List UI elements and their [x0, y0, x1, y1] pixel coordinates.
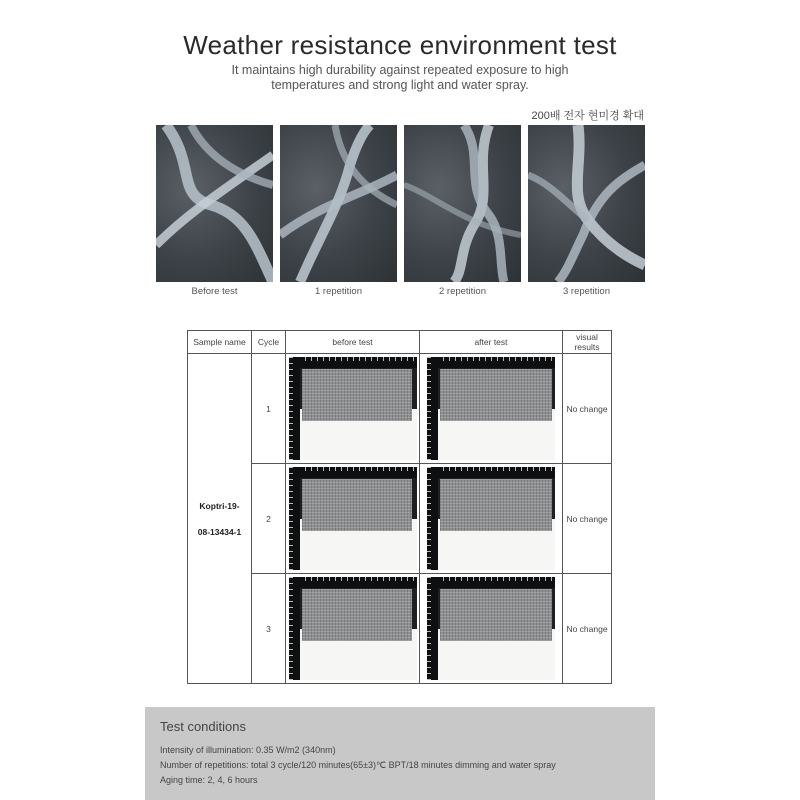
condition-line: Intensity of illumination: 0.35 W/m2 (340nm) [160, 745, 336, 755]
condition-line: Aging time: 2, 4, 6 hours [160, 775, 258, 785]
cycle-cell: 3 [252, 574, 286, 684]
fabric-photo-before [289, 357, 417, 460]
table-header-row [188, 331, 612, 354]
fiber-micrograph-3-icon [528, 125, 645, 282]
fiber-micrograph-2-icon [404, 125, 521, 282]
magnification-note: 200배 전자 현미경 확대 [531, 110, 644, 122]
condition-line: Number of repetitions: total 3 cycle/120 minutes(65±3)℃ BPT/18 minutes dimming and water spray [160, 760, 556, 770]
table-row [188, 354, 612, 464]
test-conditions-panel [145, 707, 655, 800]
micrograph-caption: 1 repetition [314, 286, 362, 297]
before-photo-cell [286, 464, 420, 574]
before-photo-cell [286, 354, 420, 464]
fabric-photo-before [289, 577, 417, 680]
micrograph-caption: Before test [191, 286, 238, 297]
header-visual-results: visual results [563, 331, 612, 354]
page-title: Weather resistance environment test [183, 30, 617, 60]
after-photo-cell [420, 464, 563, 574]
fiber-micrograph-1-icon [280, 125, 397, 282]
fabric-photo-before [289, 467, 417, 570]
header-after-test: after test [420, 331, 563, 354]
micrograph-caption: 2 repetition [438, 286, 486, 297]
cycle-cell: 2 [252, 464, 286, 574]
visual-result: No change [563, 574, 612, 684]
after-photo-cell [420, 574, 563, 684]
sample-name: 08-13434-1 [197, 526, 242, 537]
micrograph-before [156, 125, 273, 282]
fabric-photo-after [427, 467, 555, 570]
conditions-title: Test conditions [160, 719, 246, 734]
visual-result: No change [563, 464, 612, 574]
table-row [188, 574, 612, 684]
page-subtitle: It maintains high durability against repeated exposure to high temperatures and strong light and water spray. [231, 63, 569, 92]
fiber-micrograph-before-icon [156, 125, 273, 282]
micrograph-3 [528, 125, 645, 282]
table-row [188, 464, 612, 574]
results-table [187, 330, 612, 684]
header-sample-name: Sample name [188, 331, 252, 354]
micrograph-2 [404, 125, 521, 282]
before-photo-cell [286, 574, 420, 684]
micrograph-1 [280, 125, 397, 282]
header-cycle: Cycle [252, 331, 286, 354]
visual-result: No change [563, 354, 612, 464]
micrograph-caption: 3 repetition [562, 286, 610, 297]
sample-name-cell [188, 354, 252, 684]
sample-name: Koptri-19- [199, 500, 240, 511]
fabric-photo-after [427, 357, 555, 460]
header-before-test: before test [286, 331, 420, 354]
cycle-cell: 1 [252, 354, 286, 464]
fabric-photo-after [427, 577, 555, 680]
after-photo-cell [420, 354, 563, 464]
